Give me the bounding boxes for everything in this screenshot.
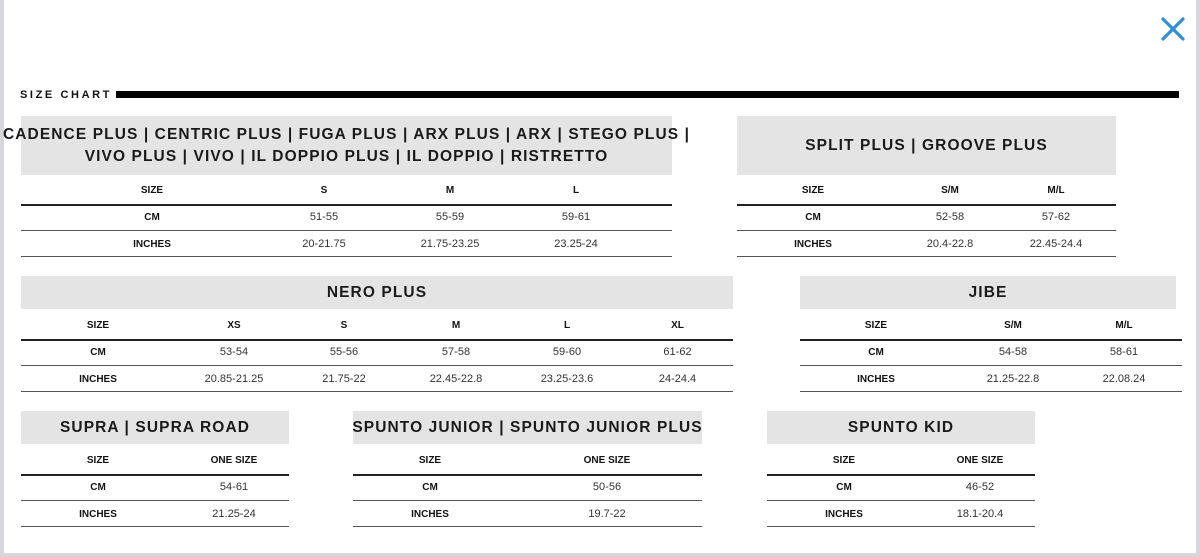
table-cell: 58-61 [1109, 346, 1139, 358]
column-header-cell: SIZE [801, 184, 825, 196]
table-row [737, 204, 1116, 230]
column-header-cell: ONE SIZE [956, 454, 1004, 466]
table-row-divider [800, 391, 1182, 392]
column-header-cell: SIZE [864, 319, 888, 331]
table-cell: 21.25-22.8 [986, 373, 1040, 385]
row-label-cell: CM [90, 346, 106, 358]
table-cell: 18.1-20.4 [956, 508, 1004, 520]
table-row [21, 366, 733, 392]
column-header-cell: SIZE [418, 454, 442, 466]
table-row [21, 231, 672, 257]
column-header-cell: S [340, 319, 348, 331]
table-row [353, 474, 702, 500]
table-row [21, 474, 289, 500]
table-row [21, 339, 733, 365]
row-label-cell: CM [805, 211, 821, 223]
table-row-divider [21, 474, 289, 476]
table-header [800, 276, 1176, 309]
table-row-divider [21, 204, 672, 206]
column-header-cell: SIZE [86, 454, 110, 466]
table-cell: 59-61 [561, 211, 591, 223]
table-header-line: SPLIT PLUS | GROOVE PLUS [805, 136, 1048, 154]
table-row-divider [21, 500, 289, 501]
column-header-cell: ONE SIZE [210, 454, 258, 466]
row-label-cell: INCHES [825, 508, 863, 520]
column-header-cell: M/L [1047, 184, 1065, 196]
table-row [21, 204, 672, 230]
column-header-cell: SIZE [832, 454, 856, 466]
table-row-divider [21, 391, 733, 392]
column-header-cell: S [320, 184, 328, 196]
table-row-divider [737, 256, 1116, 257]
table-header [737, 116, 1116, 175]
column-header-cell: S/M [1004, 319, 1022, 331]
table-header-line: SPUNTO KID [847, 418, 955, 436]
table-cell: 50-56 [592, 481, 622, 493]
column-header-cell: M/L [1115, 319, 1133, 331]
size-table-spunto-kid [767, 411, 1035, 528]
table-header-line: NERO PLUS [326, 283, 428, 301]
size-table-nero [21, 276, 733, 393]
table-cell: 24-24.4 [658, 373, 697, 385]
row-label-cell: INCHES [79, 373, 117, 385]
row-label-cell: CM [144, 211, 160, 223]
table-cell: 57-62 [1041, 211, 1071, 223]
table-row-divider [21, 365, 733, 366]
column-header-cell: XL [671, 319, 684, 331]
table-header [21, 276, 733, 309]
row-label-cell: INCHES [79, 508, 117, 520]
size-table-cadence [2, 116, 691, 258]
table-cell: 21.75-22 [322, 373, 366, 385]
table-cell: 22.45-24.4 [1029, 238, 1083, 250]
column-header-cell: M [451, 319, 461, 331]
table-row [737, 231, 1116, 257]
table-cell: 22.08.24 [1102, 373, 1146, 385]
column-header-cell: SIZE [86, 319, 110, 331]
column-header-cell: SIZE [140, 184, 164, 196]
table-row-divider [21, 256, 672, 257]
row-label-cell: INCHES [857, 373, 895, 385]
table-header-line: CADENCE PLUS | CENTRIC PLUS | FUGA PLUS | ARX PLUS | ARX | STEGO PLUS | [2, 125, 691, 143]
column-header-cell: S/M [941, 184, 959, 196]
table-row [21, 501, 289, 527]
table-cell: 54-61 [219, 481, 249, 493]
table-row [800, 366, 1182, 392]
table-cell: 23.25-24 [554, 238, 598, 250]
table-header-line: SPUNTO JUNIOR | SPUNTO JUNIOR PLUS [352, 418, 703, 436]
column-header-cell: L [572, 184, 580, 196]
table-header [353, 411, 702, 444]
table-row [800, 339, 1182, 365]
table-column-headers [737, 177, 1116, 203]
table-cell: 23.25-23.6 [540, 373, 594, 385]
table-row-divider [21, 230, 672, 231]
table-cell: 46-52 [965, 481, 995, 493]
table-row-divider [800, 365, 1182, 366]
table-column-headers [353, 447, 702, 473]
table-header-line: JIBE [968, 283, 1008, 301]
table-row-divider [353, 500, 702, 501]
row-label-cell: CM [90, 481, 106, 493]
table-column-headers [21, 177, 672, 203]
table-cell: 22.45-22.8 [429, 373, 483, 385]
table-column-headers [800, 312, 1182, 338]
close-button[interactable] [1160, 16, 1186, 42]
table-cell: 57-58 [441, 346, 471, 358]
row-label-cell: INCHES [133, 238, 171, 250]
table-header [2, 116, 691, 175]
table-column-headers [767, 447, 1035, 473]
table-header [21, 411, 289, 444]
row-label-cell: INCHES [411, 508, 449, 520]
size-chart-title: SIZE CHART [20, 89, 112, 101]
table-cell: 20.4-22.8 [926, 238, 974, 250]
table-header [767, 411, 1035, 444]
column-header-cell: M [445, 184, 455, 196]
table-row-divider [737, 230, 1116, 231]
table-row [767, 474, 1035, 500]
table-row-divider [767, 474, 1035, 476]
table-cell: 21.25-24 [212, 508, 256, 520]
table-cell: 20.85-21.25 [204, 373, 264, 385]
table-column-headers [21, 312, 733, 338]
row-label-cell: CM [868, 346, 884, 358]
table-cell: 52-58 [935, 211, 965, 223]
table-cell: 20-21.75 [302, 238, 346, 250]
table-cell: 55-56 [329, 346, 359, 358]
title-rule [116, 91, 1179, 98]
table-row [767, 501, 1035, 527]
table-row-divider [800, 339, 1182, 341]
size-table-split [737, 116, 1116, 258]
row-label-cell: CM [836, 481, 852, 493]
size-table-spunto-junior [353, 411, 702, 528]
table-row-divider [353, 474, 702, 476]
table-cell: 21.75-23.25 [420, 238, 480, 250]
column-header-cell: ONE SIZE [583, 454, 631, 466]
column-header-cell: XS [227, 319, 241, 331]
table-row-divider [353, 526, 702, 527]
table-cell: 61-62 [663, 346, 692, 358]
table-cell: 51-55 [309, 211, 339, 223]
table-cell: 54-58 [998, 346, 1028, 358]
size-table-supra [21, 411, 289, 528]
table-cell: 59-60 [552, 346, 582, 358]
table-row-divider [21, 526, 289, 527]
table-row [353, 501, 702, 527]
table-header-line: VIVO PLUS | VIVO | IL DOPPIO PLUS | IL DOPPIO | RISTRETTO [84, 147, 609, 165]
column-header-cell: L [563, 319, 571, 331]
row-label-cell: CM [422, 481, 438, 493]
table-row-divider [767, 526, 1035, 527]
table-row-divider [737, 204, 1116, 206]
table-header-line: SUPRA | SUPRA ROAD [59, 418, 251, 436]
close-icon [1160, 16, 1186, 42]
row-label-cell: INCHES [794, 238, 832, 250]
table-cell: 55-59 [435, 211, 465, 223]
table-cell: 19.7-22 [588, 508, 626, 520]
table-column-headers [21, 447, 289, 473]
size-table-jibe [800, 276, 1182, 393]
table-row-divider [767, 500, 1035, 501]
table-cell: 53-54 [219, 346, 249, 358]
table-row-divider [21, 339, 733, 341]
